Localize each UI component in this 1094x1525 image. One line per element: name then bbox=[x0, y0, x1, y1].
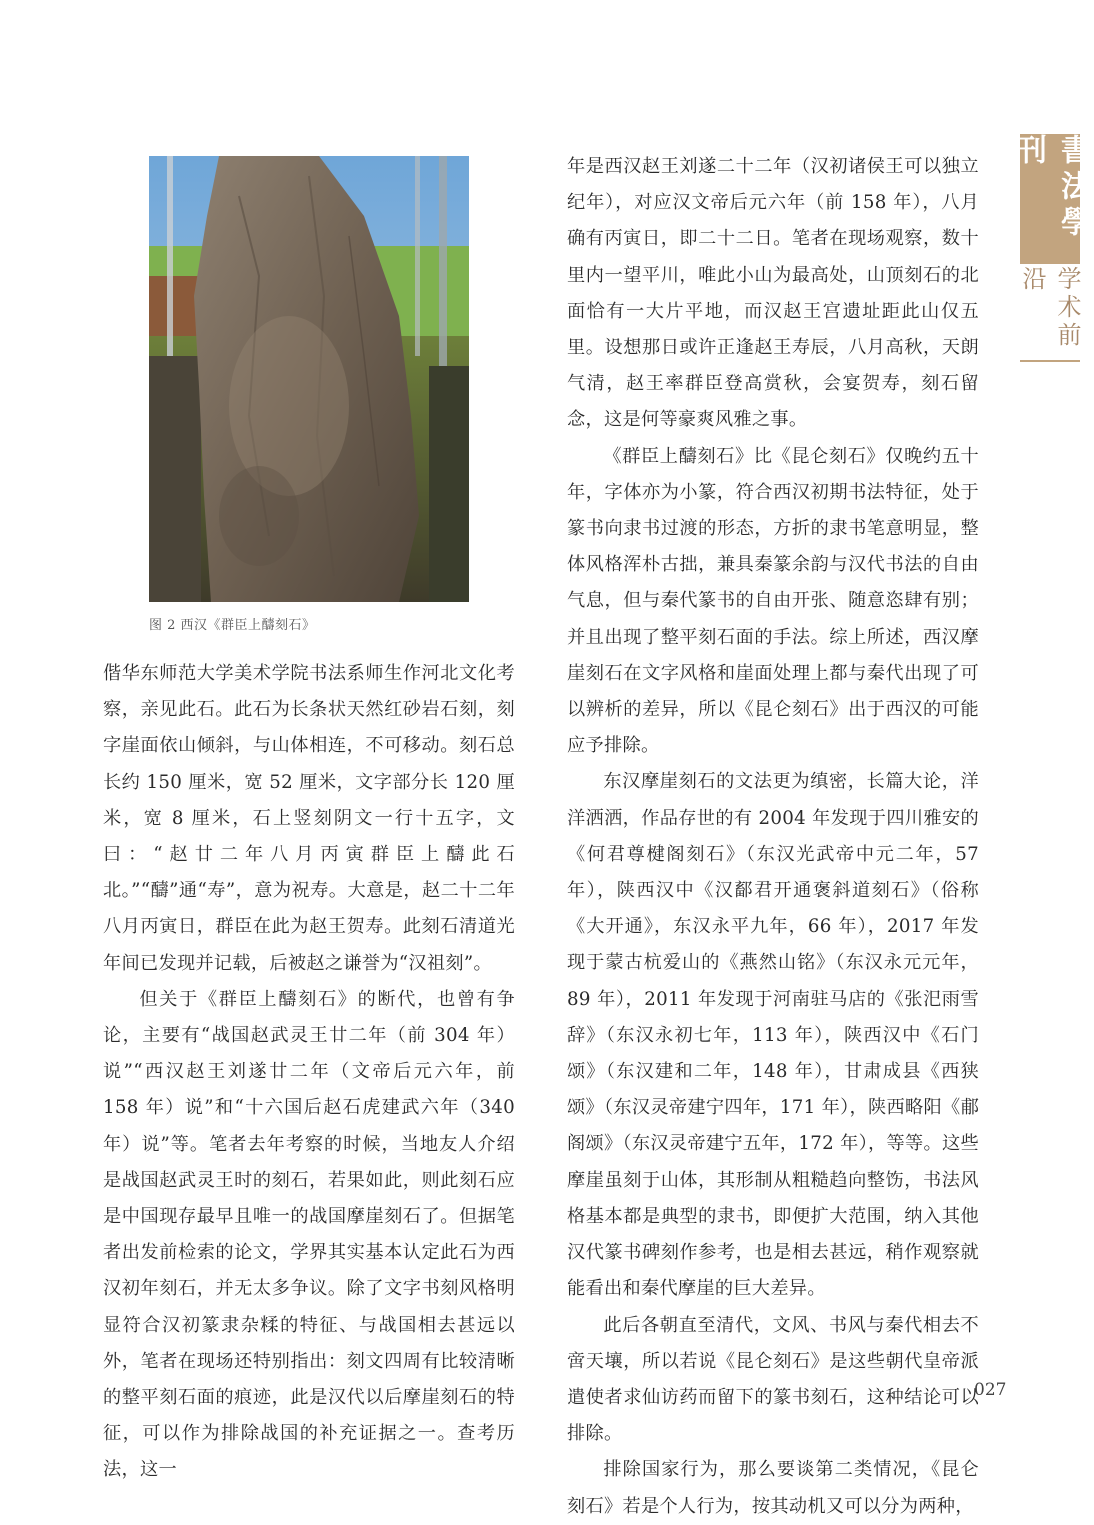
paragraph: 《群臣上醻刻石》比《昆仑刻石》仅晚约五十年，字体亦为小篆，符合西汉初期书法特征，处于篆书向隶书过渡的形态，方折的隶书笔意明显，整体风格浑朴古拙，兼具秦篆余韵与汉代书法的自由气息，但与秦代篆书的自由开张、随意恣肆有别；并且出现了整平刻石面的手法。综上所述，西汉摩崖刻石在文字风格和崖面处理上都与秦代出现了可以辨析的差异，所以《昆仑刻石》出于西汉的可能应予排除。 bbox=[567, 445, 979, 757]
paragraph: 东汉摩崖刻石的文法更为缜密，长篇大论，洋洋洒洒，作品存世的有 2004 年发现于四川雅安的《何君尊楗阁刻石》（东汉光武帝中元二年，57 年），陕西汉中《汉鄐君开通褒斜道刻石》（俗称《大开通》，东汉永平九年，66 年），2017 年发现于蒙古杭爱山的《燕然山铭》（东汉永元元年，89 年），2011 年发现于河南驻马店的《张汜雨雪辞》（东汉永初七年，113 年），陕西汉中《石门颂》（东汉建和二年，148 年），甘肃成县《西狭颂》（东汉灵帝建宁四年，171 年），陕西略阳《郙阁颂》（东汉灵帝建宁五年，172 年），等等。这些摩崖虽刻于山体，其形制从粗糙趋向整饬，书法风格基本都是典型的隶书，即便扩大范围，纳入其他汉代篆书碑刻作参考，也是相去甚远，稍作观察就能看出和秦代摩崖的巨大差异。 bbox=[567, 771, 979, 1300]
section-divider bbox=[1020, 360, 1080, 362]
paragraph: 排除国家行为，那么要谈第二类情况，《昆仑刻石》若是个人行为，按其动机又可以分为两种， bbox=[567, 1459, 979, 1517]
paragraph: 偕华东师范大学美术学院书法系师生作河北文化考察，亲见此石。此石为长条状天然红砂岩石刻，刻字崖面依山倾斜，与山体相连，不可移动。刻石总长约 150 厘米，宽 52 厘米，文字部分长 120 厘米，宽 8 厘米，石上竖刻阴文一行十五字，文曰：“赵廿二年八月丙寅群臣上醻此石北。”“醻”通“寿”，意为祝寿。大意是，赵二十二年八月丙寅日，群臣在此为赵王贺寿。此刻石清道光年间已发现并记载，后被赵之谦誉为“汉祖刻”。 bbox=[103, 663, 515, 974]
figure-caption: 图 2 西汉《群臣上醻刻石》 bbox=[149, 618, 316, 633]
journal-tab bbox=[1011, 134, 1090, 264]
paragraph: 年是西汉赵王刘遂二十二年（汉初诸侯王可以独立纪年），对应汉文帝后元六年（前 158 年），八月确有丙寅日，即二十二日。笔者在现场观察，数十里内一望平川，唯此小山为最高处，山顶刻石的北面恰有一大片平地，而汉赵王宫遗址距此山仅五里。设想那日或许正逢赵王寿辰，八月高秋，天朗气清，赵王率群臣登高赏秋，会宴贺寿，刻石留念，这是何等豪爽风雅之事。 bbox=[567, 156, 979, 431]
left-column bbox=[103, 656, 515, 1489]
right-column bbox=[567, 149, 979, 1525]
page-number: 027 bbox=[974, 1380, 1007, 1400]
paragraph: 此后各朝直至清代，文风、书风与秦代相去不啻天壤，所以若说《昆仑刻石》是这些朝代皇帝派遣使者求仙访药而留下的篆书刻石，这种结论可以排除。 bbox=[567, 1314, 979, 1445]
stone-photo bbox=[149, 156, 469, 602]
section-tab bbox=[1020, 266, 1080, 358]
paragraph: 但关于《群臣上醻刻石》的断代，也曾有争论，主要有“战国赵武灵王廿二年（前 304 年）说”“西汉赵王刘遂廿二年（文帝后元六年，前 158 年）说”和“十六国后赵石虎建武六年（340 年）说”等。笔者去年考察的时候，当地友人介绍是战国赵武灵王时的刻石，若果如此，则此刻石应是中国现存最早且唯一的战国摩崖刻石了。但据笔者出发前检索的论文，学界其实基本认定此石为西汉初年刻石，并无太多争议。除了文字书刻风格明显符合汉初篆隶杂糅的特征、与战国相去甚远以外，笔者在现场还特别指出：刻文四周有比较清晰的整平刻石面的痕迹，此是汉代以后摩崖刻石的特征，可以作为排除战国的补充证据之一。查考历法，这一 bbox=[103, 988, 515, 1481]
journal-title: 書法學刊 bbox=[1011, 134, 1090, 242]
section-label: 学术前沿 bbox=[1018, 266, 1081, 350]
